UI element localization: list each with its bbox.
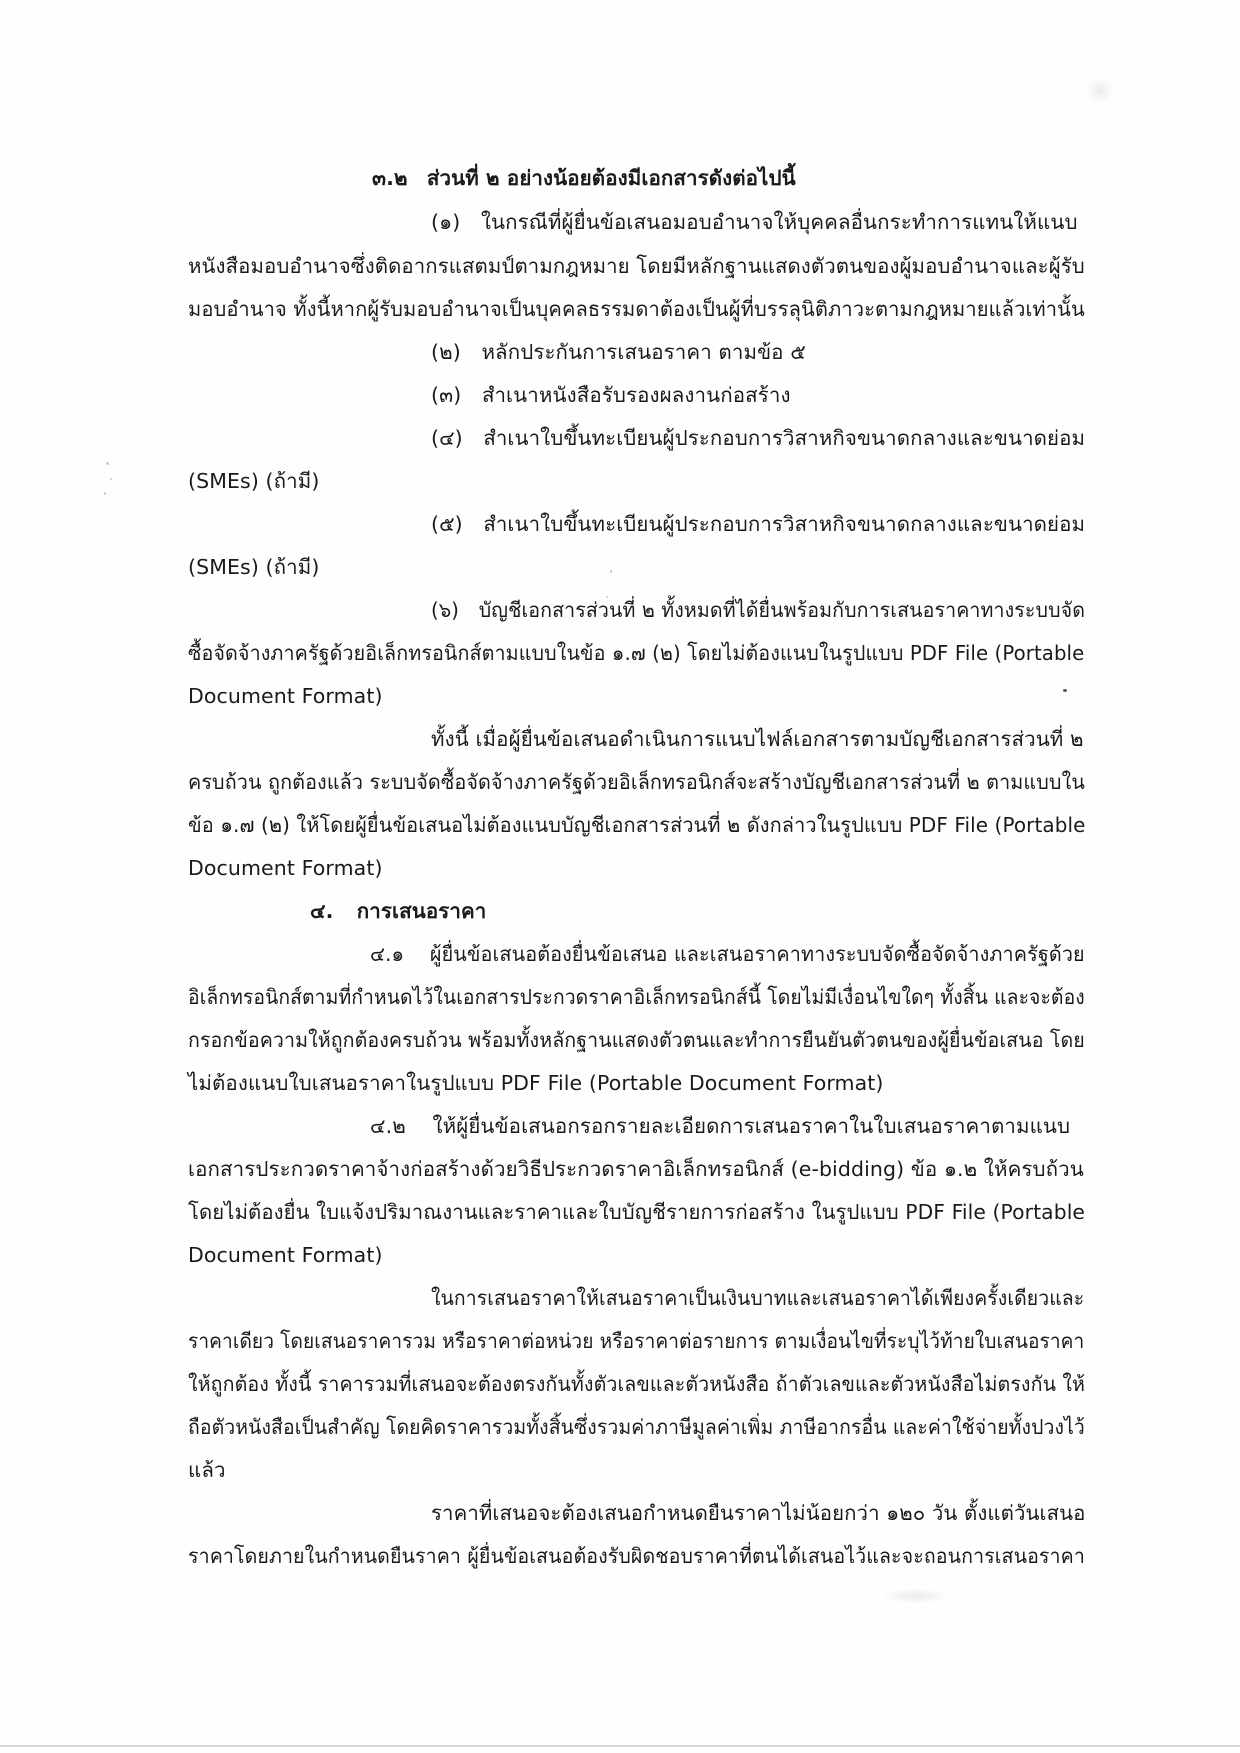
scan-speck [1063,689,1067,692]
section-3-2-number: ๓.๒ [372,166,408,190]
price-line-5: แล้ว [188,1458,226,1482]
section-4-2-line-3: โดยไม่ต้องยื่น ใบแจ้งปริมาณงานและราคาและใบบัญชีรายการก่อสร้าง ในรูปแบบ PDF File (Portable [188,1200,1086,1224]
section-4-2-line-4: Document Format) [188,1243,383,1267]
item-6-line-1 [431,595,1085,625]
scan-speck [610,570,612,573]
item-4-line-2: (SMEs) (ถ้ามี) [188,469,320,493]
section-4-1-number: ๔.๑ [370,942,405,966]
scan-smudge [880,1588,950,1604]
price-line-1: ในการเสนอราคาให้เสนอราคาเป็นเงินบาทและเสนอราคาได้เพียงครั้งเดียวและ [431,1286,1085,1310]
section-4-2-number: ๔.๒ [370,1114,406,1138]
item-1-line-1 [431,207,1078,237]
section-4-1-line-2: อิเล็กทรอนิกส์ตามที่กำหนดไว้ในเอกสารประกวดราคาอิเล็กทรอนิกส์นี้ โดยไม่มีเงื่อนไขใดๆ ทั้งสิ้น และจะต้อง [188,985,1085,1009]
item-4-line-1 [431,423,1085,453]
price-line-4: ถือตัวหนังสือเป็นสำคัญ โดยคิดราคารวมทั้งสิ้นซึ่งรวมค่าภาษีมูลค่าเพิ่ม ภาษีอากรอื่น และค่าใช้จ่ายทั้งปวงไว้ [188,1415,1085,1439]
note-line-1: ทั้งนี้ เมื่อผู้ยื่นข้อเสนอดำเนินการแนบไฟล์เอกสารตามบัญชีเอกสารส่วนที่ ๒ [431,727,1084,751]
item-6-text: บัญชีเอกสารส่วนที่ ๒ ทั้งหมดที่ได้ยื่นพร้อมกับการเสนอราคาทางระบบจัด [478,598,1086,622]
price-line-2: ราคาเดียว โดยเสนอราคารวม หรือราคาต่อหน่วย หรือราคาต่อรายการ ตามเงื่อนไขที่ระบุไว้ท้ายใบเสนอราคา [188,1329,1085,1353]
section-4-number: ๔. [310,899,334,923]
section-4-title: การเสนอราคา [356,899,487,923]
item-6-line-2: ซื้อจัดจ้างภาครัฐด้วยอิเล็กทรอนิกส์ตามแบบในข้อ ๑.๗ (๒) โดยไม่ต้องแนบในรูปแบบ PDF File (Portable [188,641,1085,665]
item-1-number: (๑) [431,210,461,234]
section-3-2-title: ส่วนที่ ๒ อย่างน้อยต้องมีเอกสารดังต่อไปนี้ [426,166,796,190]
item-5-number: (๕) [431,512,463,536]
note-line-3: ข้อ ๑.๗ (๒) ให้โดยผู้ยื่นข้อเสนอไม่ต้องแนบบัญชีเอกสารส่วนที่ ๒ ดังกล่าวในรูปแบบ PDF File (Portable [188,813,1086,837]
scan-smudge [1085,78,1115,104]
item-3-number: (๓) [431,383,462,407]
item-5-text: สำเนาใบขึ้นทะเบียนผู้ประกอบการวิสาหกิจขนาดกลางและขนาดย่อม [483,512,1086,536]
scan-speck [110,478,112,480]
item-6-number: (๖) [431,598,460,622]
item-2-number: (๒) [431,340,461,364]
section-4-1-line-1 [370,939,1085,969]
section-4-2-text: ให้ผู้ยื่นข้อเสนอกรอกรายละเอียดการเสนอราคาในใบเสนอราคาตามแนบ [432,1114,1071,1138]
item-2 [431,337,806,367]
item-1-text: ในกรณีที่ผู้ยื่นข้อเสนอมอบอำนาจให้บุคคลอื่นกระทำการแทนให้แนบ [480,210,1078,234]
item-5-line-2: (SMEs) (ถ้ามี) [188,555,320,579]
scan-speck [104,492,106,495]
price-line-3: ให้ถูกต้อง ทั้งนี้ ราคารวมที่เสนอจะต้องตรงกันทั้งตัวเลขและตัวหนังสือ ถ้าตัวเลขและตัวหนังสือไม่ตรงกัน ให้ [188,1372,1086,1396]
validity-line-1: ราคาที่เสนอจะต้องเสนอกำหนดยืนราคาไม่น้อยกว่า ๑๒๐ วัน ตั้งแต่วันเสนอ [431,1501,1086,1525]
section-4-1-line-4: ไม่ต้องแนบใบเสนอราคาในรูปแบบ PDF File (Portable Document Format) [188,1071,884,1095]
note-line-4: Document Format) [188,856,383,880]
item-4-number: (๔) [431,426,463,450]
scan-speck [106,462,109,465]
item-6-line-3: Document Format) [188,684,383,708]
item-4-text: สำเนาใบขึ้นทะเบียนผู้ประกอบการวิสาหกิจขนาดกลางและขนาดย่อม [483,426,1086,450]
item-3-text: สำเนาหนังสือรับรองผลงานก่อสร้าง [481,383,791,407]
section-4-2-line-2: เอกสารประกวดราคาจ้างก่อสร้างด้วยวิธีประกวดราคาอิเล็กทรอนิกส์ (e-bidding) ข้อ ๑.๒ ให้ครบถ้วน [188,1157,1084,1181]
section-4-1-line-3: กรอกข้อความให้ถูกต้องครบถ้วน พร้อมทั้งหลักฐานแสดงตัวตนและทำการยืนยันตัวตนของผู้ยื่นข้อเสนอ โดย [188,1028,1085,1052]
section-3-2-heading [372,163,796,193]
item-2-text: หลักประกันการเสนอราคา ตามข้อ ๕ [481,340,806,364]
section-4-heading [310,896,486,926]
item-3 [431,380,791,410]
page-edge [0,1745,1240,1747]
section-4-1-text: ผู้ยื่นข้อเสนอต้องยื่นข้อเสนอ และเสนอราคาทางระบบจัดซื้อจัดจ้างภาครัฐด้วย [429,942,1085,966]
note-line-2: ครบถ้วน ถูกต้องแล้ว ระบบจัดซื้อจัดจ้างภาครัฐด้วยอิเล็กทรอนิกส์จะสร้างบัญชีเอกสารส่วนที่ ๒ ตามแบบใน [188,770,1085,794]
item-5-line-1 [431,509,1085,539]
item-1-line-2: หนังสือมอบอำนาจซึ่งติดอากรแสตมป์ตามกฎหมาย โดยมีหลักฐานแสดงตัวตนของผู้มอบอำนาจและผู้รับ [188,254,1085,278]
item-1-line-3: มอบอำนาจ ทั้งนี้หากผู้รับมอบอำนาจเป็นบุคคลธรรมดาต้องเป็นผู้ที่บรรลุนิติภาวะตามกฎหมายแล้วเท่านั้น [188,297,1085,321]
validity-line-2: ราคาโดยภายในกำหนดยืนราคา ผู้ยื่นข้อเสนอต้องรับผิดชอบราคาที่ตนได้เสนอไว้และจะถอนการเสนอราคา [188,1544,1085,1568]
section-4-2-line-1 [370,1111,1070,1141]
